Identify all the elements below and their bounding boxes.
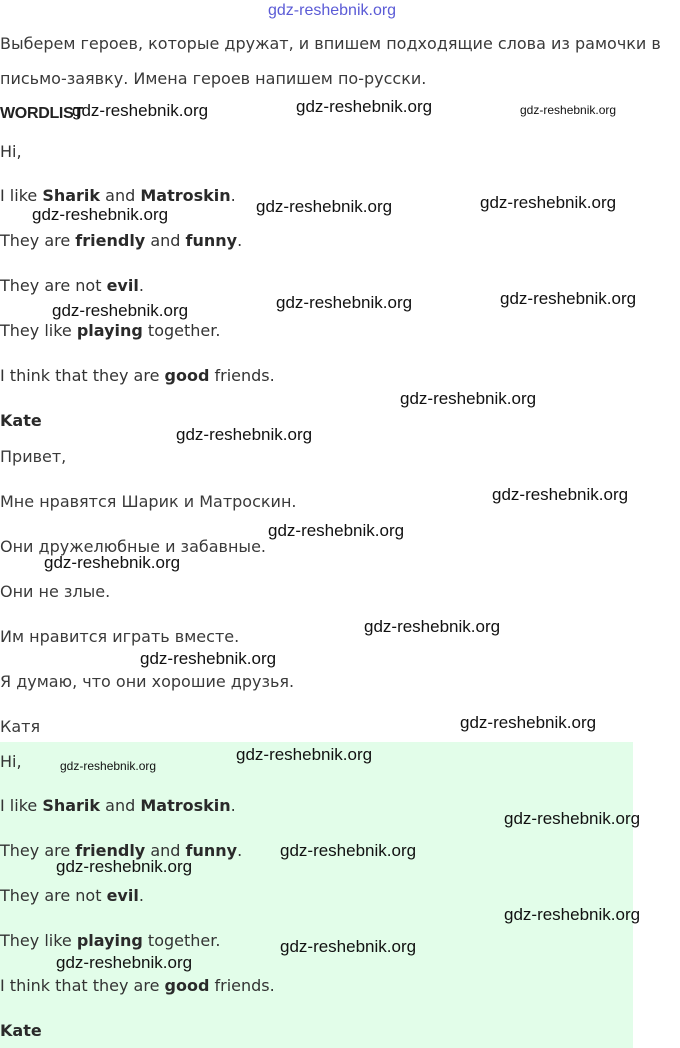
task-text-line-1: Выберем героев, которые дружат, и впишем подходящие слова из рамочки в — [0, 34, 661, 53]
answer-word: funny — [185, 231, 238, 250]
translation-greeting: Привет, — [0, 447, 67, 466]
watermark: gdz-reshebnik.org — [280, 937, 417, 956]
answer-word: evil — [106, 886, 139, 905]
watermark: gdz-reshebnik.org — [176, 425, 313, 444]
watermark: gdz-reshebnik.org — [72, 101, 209, 120]
letter-line-3: They are not evil. — [0, 276, 144, 295]
translation-line-5: Я думаю, что они хорошие друзья. — [0, 672, 295, 691]
answer-word: Sharik — [42, 796, 101, 815]
translation-line-1: Мне нравятся Шарик и Матроскин. — [0, 492, 297, 511]
answer-word: Sharik — [42, 186, 101, 205]
answer-greeting: Hi, — [0, 752, 22, 771]
watermark: gdz-reshebnik.org — [400, 389, 537, 408]
watermark: gdz-reshebnik.org — [280, 841, 417, 860]
answer-word: good — [164, 366, 210, 385]
answer-word: good — [164, 976, 210, 995]
task-text-line-2: письмо-заявку. Имена героев напишем по-русски. — [0, 69, 427, 88]
answer-word: funny — [185, 841, 238, 860]
letter-line-5: I think that they are good friends. — [0, 366, 275, 385]
watermark: gdz-reshebnik.org — [500, 289, 637, 308]
watermark: gdz-reshebnik.org — [504, 905, 641, 924]
watermark: gdz-reshebnik.org — [256, 197, 393, 216]
answer-line-1: I like Sharik and Matroskin. — [0, 796, 236, 815]
watermark: gdz-reshebnik.org — [60, 759, 157, 773]
watermark: gdz-reshebnik.org — [32, 205, 169, 224]
letter-line-1: I like Sharik and Matroskin. — [0, 186, 236, 205]
answer-word: playing — [76, 931, 143, 950]
answer-line-5: I think that they are good friends. — [0, 976, 275, 995]
letter-line-4: They like playing together. — [0, 321, 221, 340]
watermark: gdz-reshebnik.org — [52, 301, 189, 320]
watermark: gdz-reshebnik.org — [492, 485, 629, 504]
watermark: gdz-reshebnik.org — [56, 857, 193, 876]
translation-signature: Катя — [0, 717, 41, 736]
translation-line-4: Им нравится играть вместе. — [0, 627, 240, 646]
letter-greeting: Hi, — [0, 142, 22, 161]
watermark: gdz-reshebnik.org — [56, 953, 193, 972]
site-watermark-top: gdz-reshebnik.org — [268, 2, 397, 19]
watermark: gdz-reshebnik.org — [276, 293, 413, 312]
watermark: gdz-reshebnik.org — [44, 553, 181, 572]
answer-line-3: They are not evil. — [0, 886, 144, 905]
letter-line-2: They are friendly and funny. — [0, 231, 243, 250]
answer-word: Matroskin — [140, 186, 231, 205]
watermark: gdz-reshebnik.org — [364, 617, 501, 636]
letter-signature: Kate — [0, 411, 42, 430]
watermark: gdz-reshebnik.org — [480, 193, 617, 212]
answer-word: friendly — [75, 841, 146, 860]
answer-word: playing — [76, 321, 143, 340]
watermark: gdz-reshebnik.org — [236, 745, 373, 764]
answer-word: Matroskin — [140, 796, 231, 815]
watermark: gdz-reshebnik.org — [504, 809, 641, 828]
answer-signature: Kate — [0, 1021, 42, 1040]
translation-line-2: Они дружелюбные и забавные. — [0, 537, 266, 556]
watermark: gdz-reshebnik.org — [520, 103, 617, 117]
answer-line-4: They like playing together. — [0, 931, 221, 950]
watermark: gdz-reshebnik.org — [296, 97, 433, 116]
answer-line-2: They are friendly and funny. — [0, 841, 243, 860]
answer-word: evil — [106, 276, 139, 295]
watermark: gdz-reshebnik.org — [268, 521, 405, 540]
watermark: gdz-reshebnik.org — [140, 649, 277, 668]
wordlist-label: WORDLIST — [0, 105, 83, 122]
answer-word: friendly — [75, 231, 146, 250]
translation-line-3: Они не злые. — [0, 582, 111, 601]
watermark: gdz-reshebnik.org — [460, 713, 597, 732]
